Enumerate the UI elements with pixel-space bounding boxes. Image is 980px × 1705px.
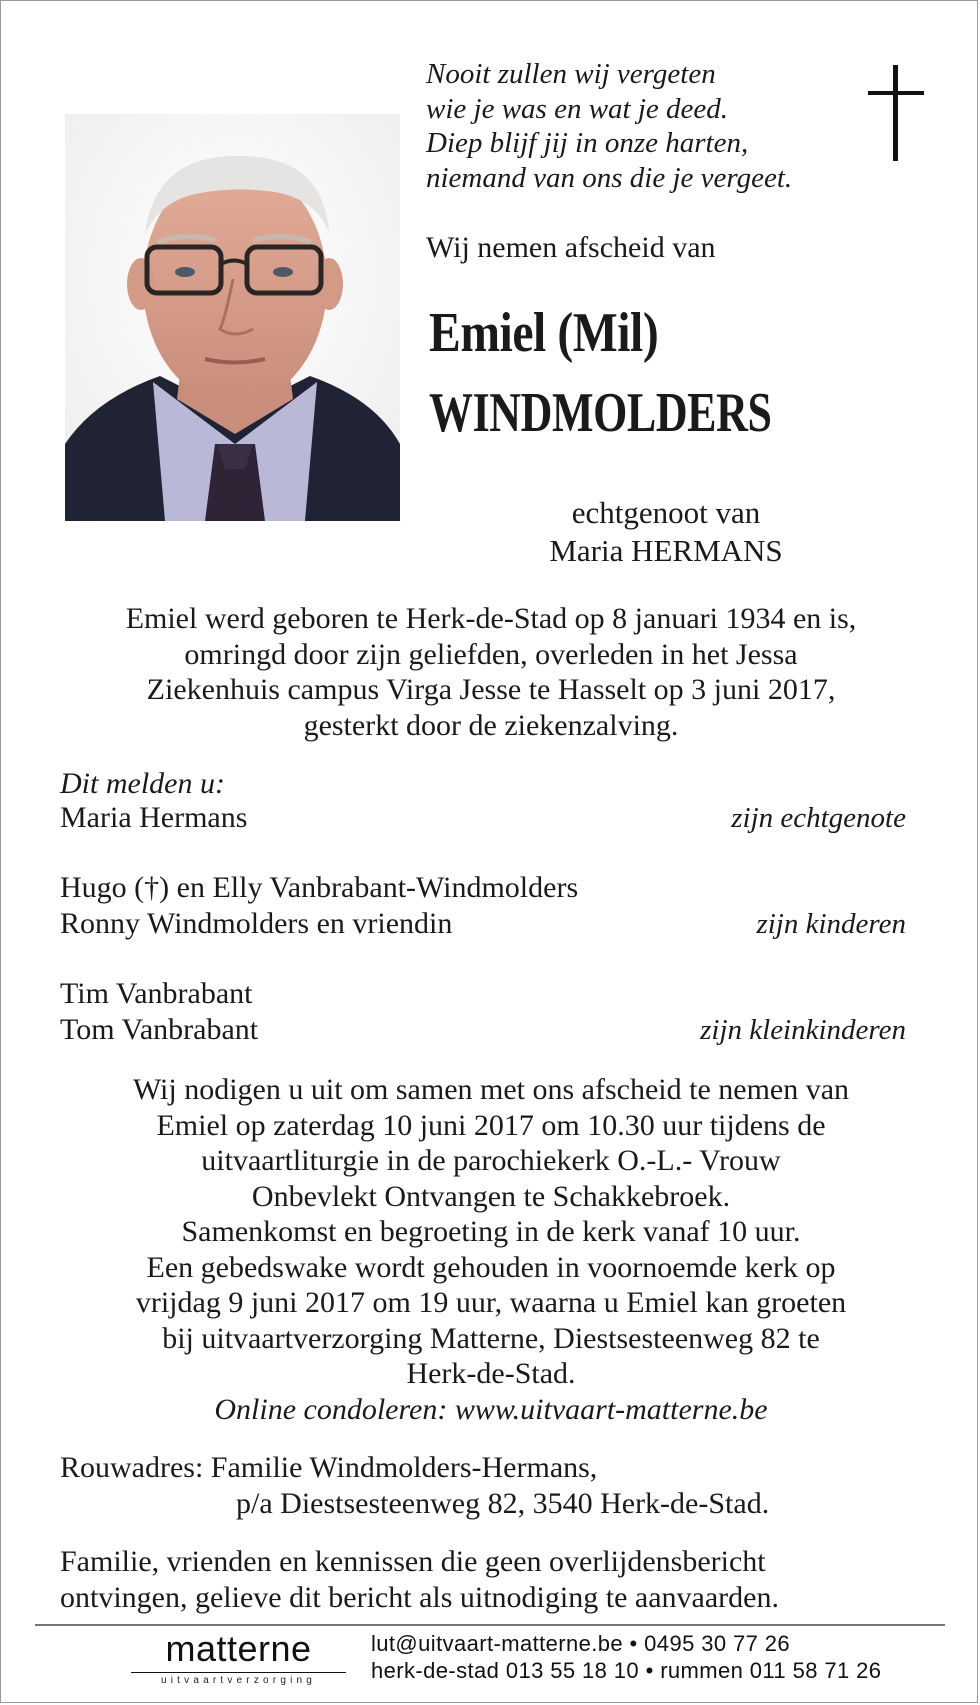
bio-line: Emiel werd geboren te Herk-de-Stad op 8 januari 1934 en is, xyxy=(125,602,857,635)
poem-line: wie je was en wat je deed. xyxy=(426,92,729,125)
bio-line: gesterkt door de ziekenzalving. xyxy=(303,708,679,742)
invitation-line: Herk-de-Stad. xyxy=(406,1357,576,1390)
closing-line: Familie, vrienden en kennissen die geen overlijdensbericht xyxy=(60,1545,766,1578)
contact-line: herk-de-stad 013 55 18 10 • rummen 011 58 71 26 xyxy=(371,1658,882,1683)
contact-line: lut@uitvaart-matterne.be • 0495 30 77 26 xyxy=(371,1631,791,1656)
poem-line: Diep blijf jij in onze harten, xyxy=(426,127,749,159)
logo-wordmark: matterne xyxy=(165,1628,312,1669)
spouse-name: Maria HERMANS xyxy=(549,533,783,568)
poem-line: niemand van ons die je vergeet. xyxy=(426,161,793,194)
invitation-line: bij uitvaartverzorging Matterne, Diestsesteenweg 82 te xyxy=(162,1321,820,1355)
cross-icon xyxy=(868,65,924,161)
invitation-line: Een gebedswake wordt gehouden in voornoemde kerk op xyxy=(146,1250,836,1284)
online-condolence-link: Online condoleren: www.uitvaart-matterne.be xyxy=(214,1392,768,1426)
child-name: Hugo (†) en Elly Vanbrabant-Windmolders xyxy=(60,871,579,904)
invitation-line: Wij nodigen u uit om samen met ons afscheid te nemen van xyxy=(132,1073,850,1106)
address-line: Rouwadres: Familie Windmolders-Hermans, xyxy=(60,1451,598,1484)
invitation xyxy=(41,1072,941,1427)
poem-line: Nooit zullen wij vergeten xyxy=(426,58,716,90)
logo-rule xyxy=(131,1672,346,1673)
invitation-line: vrijdag 9 juni 2017 om 19 uur, waarna u Emiel kan groeten xyxy=(135,1286,847,1319)
grandchildren-role: zijn kleinkinderen xyxy=(700,1014,906,1046)
spouse-label: echtgenoot van xyxy=(571,495,761,530)
biography xyxy=(41,601,941,743)
matterne-logo xyxy=(131,1629,346,1686)
footer-divider xyxy=(35,1624,945,1626)
closing-line: ontvingen, gelieve dit bericht als uitnodiging te aanvaarden. xyxy=(60,1581,779,1614)
poem xyxy=(426,57,792,195)
children-role: zijn kinderen xyxy=(756,908,906,940)
grandchild-name: Tim Vanbrabant xyxy=(60,977,253,1010)
invitation-line: Onbevlekt Ontvangen te Schakkebroek. xyxy=(251,1179,731,1213)
invitation-line: Emiel op zaterdag 10 juni 2017 om 10.30 uur tijdens de xyxy=(156,1108,826,1142)
child-name: Ronny Windmolders en vriendin xyxy=(60,907,453,940)
address-line: p/a Diestsesteenweg 82, 3540 Herk-de-Stad. xyxy=(236,1487,770,1520)
invitation-line: uitvaartliturgie in de parochiekerk O.-L.- Vrouw xyxy=(201,1144,781,1177)
portrait-photo xyxy=(65,114,400,521)
announcers-heading: Dit melden u: xyxy=(60,767,225,800)
grandchild-name: Tom Vanbrabant xyxy=(60,1013,259,1046)
deceased-last-name: WINDMOLDERS xyxy=(429,382,772,444)
deceased-first-name: Emiel (Mil) xyxy=(429,302,659,364)
invitation-line: Samenkomst en begroeting in de kerk vanaf 10 uur. xyxy=(181,1215,801,1248)
family-spouse-name: Maria Hermans xyxy=(60,801,248,834)
family-spouse-role: zijn echtgenote xyxy=(731,802,906,834)
bio-line: Ziekenhuis campus Virga Jesse te Hasselt op 3 juni 2017, xyxy=(146,673,836,706)
bio-line: omringd door zijn geliefden, overleden in het Jessa xyxy=(184,637,798,671)
logo-tagline: uitvaartverzorging xyxy=(160,1675,317,1686)
intro-text: Wij nemen afscheid van xyxy=(426,231,716,264)
